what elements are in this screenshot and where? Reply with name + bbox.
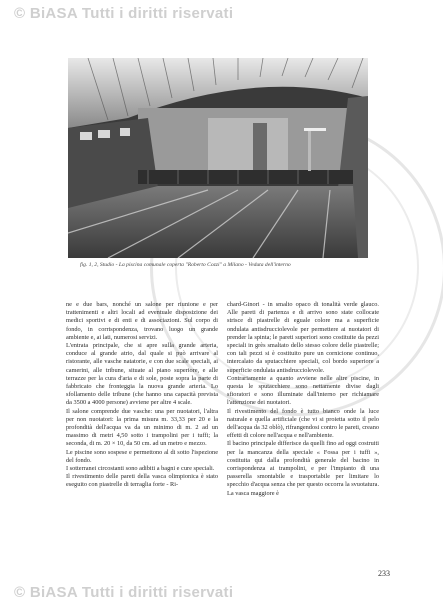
watermark-bottom: © BiASA Tutti i diritti riservati: [14, 584, 234, 601]
paragraph: I sotterranei circostanti sono adibiti a bagni e cure speciali.: [66, 465, 215, 473]
text-column-right: [227, 301, 379, 498]
paragraph: Le piscine sono sospese e permettono al di sotto l'ispezione del fondo.: [66, 448, 218, 464]
pool-interior-photo: [68, 58, 368, 258]
pool-photo-drawing: [68, 58, 368, 258]
figure-caption: fig. 1, 2, Studio - La piscina comunale coperta "Roberto Cozzi" a Milano - Veduta dell'interno: [80, 262, 291, 268]
paragraph: Il rivestimento del fondo è tutto bianco onde la luce naturale e quella artificiale (che vi si proietta sotto il pelo dell'acqua da 32 oblò), rifrangendosi contro le pareti, creano effetti di colore nell'acqua e nell'ambiente.: [227, 407, 379, 440]
watermark-top: © BiASA Tutti i diritti riservati: [14, 5, 234, 22]
paragraph: L'entrata principale, che si apre sulla grande arteria, conduce al grande atrio, dal quale si può arrivare al ristorante, alle vasche natatorie, e con due scale speciali, ai camerini, alle tribune, situate al piano superiore, e alle terrazze per la cura d'aria e di sole, poste sopra la parte di fabbricato che fronteggia la nuova grande arteria. Lo sfollamento delle tribune (che hanno una capacità prevista da 3500 a 4000 persone) avviene per altre 4 scale.: [66, 342, 218, 407]
paragraph: Il rivestimento delle pareti della vasca olimpionica è stato eseguito con piastrelle di terraglia forte - Ri-: [66, 473, 218, 489]
paragraph: ne e due bars, nonché un salone per riunione e per trattenimenti e altri locali ad eventuale disposizione dei medici sportivi e di enti e di associazioni. Sul corpo di fondo, in corrispondenza, trovano luogo un grande ambiente e, ai lati, numerosi servizi.: [66, 301, 218, 341]
paragraph: chard-Ginori - in smalto opaco di tonalità verde glauco. Alle pareti di partenza e di arrivo sono state collocate strisce di piastrelle di eguale colore ma a superficie ondulata antisdrucciolevole per permettere ai nuotatori di prender la spinta; le pareti superiori sono costituite da pezzi speciali in grès smaltato dello stesso colore delle piastrelle; con tali pezzi si è costituito pure un cornicione continuo, intercalato da sputacchiere speciali, col bordo superiore a superficie ondulata antisdrucciolevole.: [227, 301, 379, 374]
paragraph: Il bacino principale differisce da quelli fino ad oggi costruiti per la mancanza della speciale « Fossa per i tuffi », costituita qui dalla profondità generale del bacino in corrispondenza ai trampolini, e per l'impianto di una passerella smontabile e trasportabile per limitare lo specchio d'acqua senza che per questo occorra la svuotatura. La vasca maggiore è: [227, 440, 380, 497]
page-number: 233: [378, 569, 390, 578]
paragraph: Il salone comprende due vasche: una per nuotatori, l'altra per non nuotatori: la prima misura m. 33,33 per 20 e la profondità dell'acqua va da un minimo di m. 2 ad un massimo di metri 4,50 sotto i trampolini per i tuffi; la seconda, di m. 20 × 10, da 50 cm. ad un metro e mezzo.: [66, 407, 218, 448]
paragraph: Contrariamente a quanto avviene nelle altre piscine, in questa le sputacchiere sono nettamente divise dagli sfioratori e sono illuminate dall'interno per richiamare l'attenzione dei nuotatori.: [227, 374, 379, 407]
text-column-left: [66, 301, 218, 490]
